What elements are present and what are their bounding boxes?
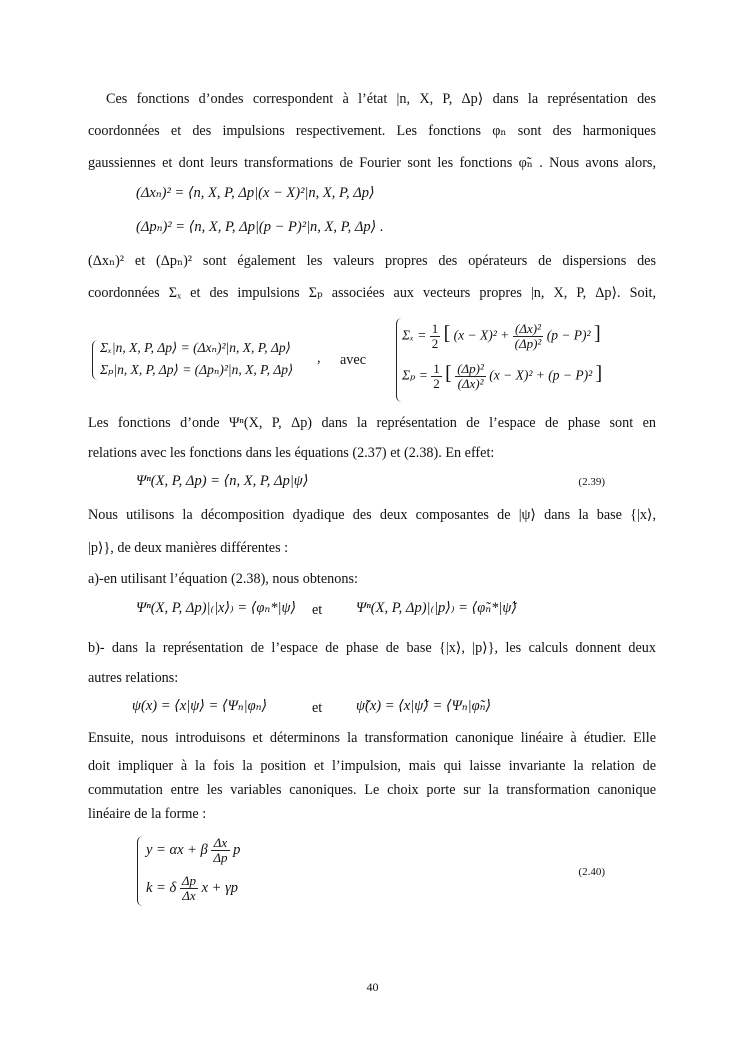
fraction-dx-den: Δx <box>182 888 196 903</box>
equation-number-2-39: (2.39) <box>578 476 605 488</box>
paragraph-2-line-1: (Δxₙ)² et (Δpₙ)² sont également les valeurs propres des opérateurs de dispersions des <box>88 253 656 269</box>
eq240-r2-b: x + γp <box>201 879 239 896</box>
fraction-dx2-den: (Δx)² <box>457 376 484 391</box>
sigma-x-term-1: (x − X)² + <box>453 327 510 343</box>
paragraph-5-line-3: commutation entre les variables canoniques. Le choix porte sur la transformation canonique <box>88 782 656 798</box>
equation-b-et: et <box>312 700 323 716</box>
paragraph-5-line-2: doit impliquer à la fois la position et l’impulsion, mais qui laisse invariante la relation de <box>88 758 656 774</box>
fraction-dp: Δp <box>213 850 228 865</box>
sigma-x-term-2: (p − P)² <box>546 327 591 343</box>
fraction-dx-dp <box>211 836 229 865</box>
paragraph-1-line-2: coordonnées et des impulsions respectivement. Les fonctions φₙ sont des harmoniques <box>88 123 656 139</box>
sigma-p-lhs: Σₚ = <box>402 367 428 383</box>
fraction-dx: Δx <box>211 836 229 851</box>
item-b-line-1: b)- dans la représentation de l’espace de phase de base {|x⟩, |p⟩}, les calculs donnent deux <box>88 640 656 656</box>
sigma-x-lhs: Σₓ = <box>402 327 427 343</box>
system-left-comma: , <box>317 350 321 366</box>
paragraph-5-line-1: Ensuite, nous introduisons et déterminons la transformation canonique linéaire à étudier. Elle <box>88 730 656 746</box>
system-left-row-2: Σₚ|n, X, P, Δp⟩ = (Δpₙ)²|n, X, P, Δp⟩ <box>100 362 294 377</box>
fraction-dp2-dx2 <box>455 362 486 391</box>
fraction-dp-num: Δp <box>181 873 196 888</box>
fraction-half-1 <box>430 322 441 351</box>
fraction-dp2: (Δp)² <box>514 336 542 351</box>
paragraph-3-line-1: Les fonctions d’onde Ψⁿ(X, P, Δp) dans la représentation de l’espace de phase sont en <box>88 415 656 431</box>
paragraph-4-line-1: Nous utilisons la décomposition dyadique des deux composantes de |ψ⟩ dans la base {|x⟩, <box>88 507 656 523</box>
fraction-half-2 <box>431 362 442 391</box>
fraction-dx2: (Δx)² <box>513 322 544 337</box>
paragraph-5-line-4: linéaire de la forme : <box>88 806 207 822</box>
sigma-p-terms: (x − X)² + (p − P)² <box>489 367 593 383</box>
bracket-open-2: [ <box>445 362 452 385</box>
item-b-line-2: autres relations: <box>88 670 179 686</box>
eq240-r1-b: p <box>233 841 241 858</box>
system-right-row-2 <box>402 362 602 391</box>
system-brace-2-40 <box>137 836 144 906</box>
fraction-dx2-dp2 <box>513 322 544 351</box>
page-number: 40 <box>366 980 379 994</box>
equation-2-40-row-2 <box>146 874 238 903</box>
half-numerator-1: 1 <box>431 321 439 336</box>
paragraph-2-line-2: coordonnées Σₓ et des impulsions Σₚ associées aux vecteurs propres |n, X, P, Δp⟩. Soit, <box>88 285 656 301</box>
bracket-open-1: [ <box>443 322 451 345</box>
eq240-r2-a: k = δ <box>146 879 177 896</box>
equation-a-right: Ψⁿ(X, P, Δp)|₍|p⟩₎ = ⟨φ̃ₙ*|ψ̃⟩ <box>356 600 518 616</box>
half-denominator-1: 2 <box>431 336 439 351</box>
paragraph-1-line-1: Ces fonctions d’ondes correspondent à l’état |n, X, P, Δp⟩ dans la représentation des <box>106 91 656 107</box>
fraction-dp-dx <box>180 874 198 903</box>
equation-b-left: ψ(x) = ⟨x|ψ⟩ = ⟨Ψₙ|φₙ⟩ <box>132 698 268 714</box>
equation-2-40-row-1 <box>146 836 240 865</box>
bracket-close-1: ] <box>593 322 601 345</box>
equation-number-2-40: (2.40) <box>578 866 605 878</box>
bracket-close-2: ] <box>595 362 603 385</box>
equation-b-right: ψ̃(x) = ⟨x|ψ̃⟩ = ⟨Ψₙ|φ̃ₙ⟩ <box>356 698 492 714</box>
paragraph-4-line-2: |p⟩}, de deux manières différentes : <box>88 540 289 556</box>
half-denominator-2: 2 <box>433 376 440 391</box>
system-right-row-1 <box>402 322 601 351</box>
paragraph-3-line-2: relations avec les fonctions dans les équations (2.37) et (2.38). En effet: <box>88 445 495 461</box>
equation-2-39: Ψⁿ(X, P, Δp) = ⟨n, X, P, Δp|ψ⟩ <box>136 473 309 489</box>
system-brace-left <box>92 340 99 380</box>
fraction-dp2-num: (Δp)² <box>457 361 484 376</box>
equation-a-et: et <box>312 602 323 618</box>
eq240-r1-a: y = αx + β <box>146 841 208 858</box>
system-left-row-1: Σₓ|n, X, P, Δp⟩ = (Δxₙ)²|n, X, P, Δp⟩ <box>100 340 291 355</box>
half-numerator-2: 1 <box>433 361 440 376</box>
paragraph-1-line-3: gaussiennes et dont leurs transformations de Fourier sont les fonctions φ̃ₙ . Nous avons alors, <box>88 155 656 171</box>
equation-delta-x: (Δxₙ)² = ⟨n, X, P, Δp|(x − X)²|n, X, P, Δp⟩ <box>136 185 375 201</box>
equation-a-left: Ψⁿ(X, P, Δp)|₍|x⟩₎ = ⟨φₙ*|ψ⟩ <box>136 600 297 616</box>
item-a-text: a)-en utilisant l’équation (2.38), nous obtenons: <box>88 571 358 587</box>
avec-text: avec <box>340 352 366 368</box>
equation-delta-p: (Δpₙ)² = ⟨n, X, P, Δp|(p − P)²|n, X, P, Δp⟩ . <box>136 219 384 235</box>
